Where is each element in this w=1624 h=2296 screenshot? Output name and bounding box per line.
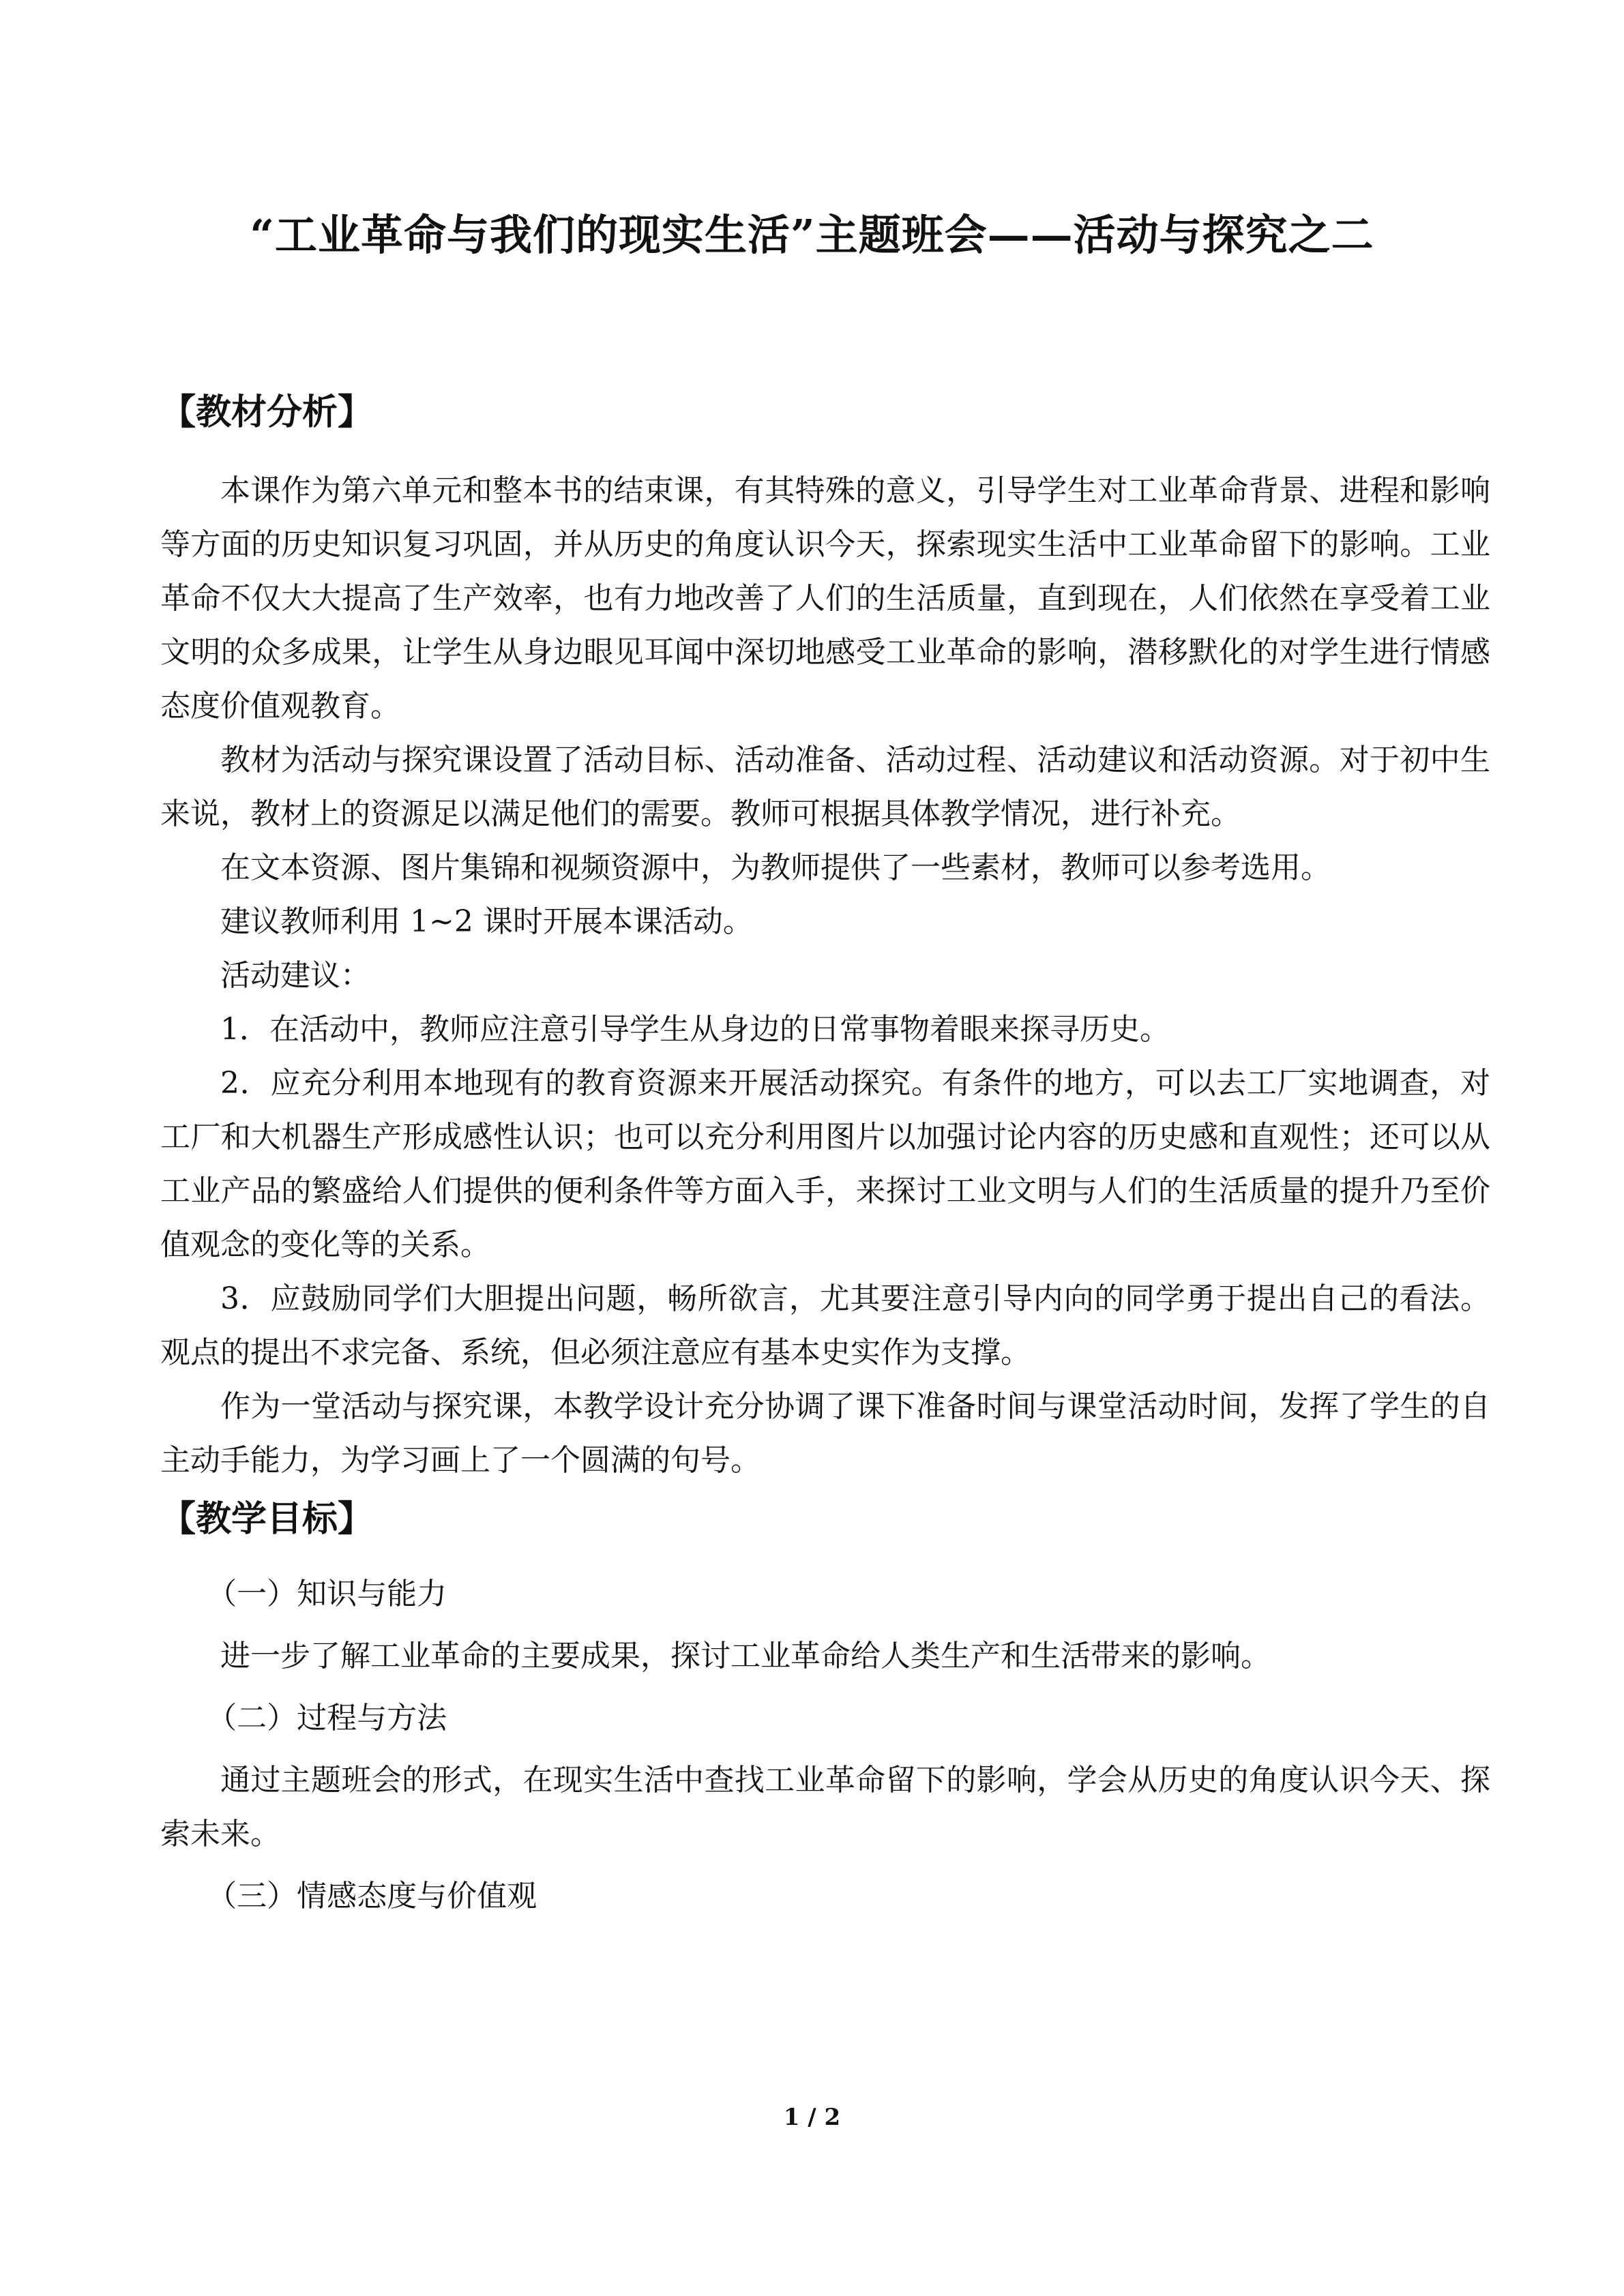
objective-text: 进一步了解工业革命的主要成果，探讨工业革命给人类生产和生活带来的影响。 xyxy=(220,1639,1271,1673)
page-number: 1 / 2 xyxy=(783,2104,841,2131)
objective-subheading: （二）过程与方法 xyxy=(207,1701,447,1735)
document-body xyxy=(160,382,1490,1923)
list-item: 3．应鼓励同学们大胆提出问题，畅所欲言，尤其要注意引导内向的同学勇于提出自己的看法。观点的提出不求完备、系统，但必须注意应有基本史实作为支撑。 xyxy=(160,1281,1490,1370)
list-item: 2．应充分利用本地现有的教育资源来开展活动探究。有条件的地方，可以去工厂实地调查，对工厂和大机器生产形成感性认识；也可以充分利用图片以加强讨论内容的历史感和直观性；还可以从工业产品的繁盛给人们提供的便利条件等方面入手，来探讨工业文明与人们的生活质量的提升乃至价值观念的变化等的关系。 xyxy=(160,1066,1490,1262)
paragraph: 教材为活动与探究课设置了活动目标、活动准备、活动过程、活动建议和活动资源。对于初中生来说，教材上的资源足以满足他们的需要。教师可根据具体教学情况，进行补充。 xyxy=(160,743,1490,831)
section-heading-objectives: 【教学目标】 xyxy=(160,1498,374,1540)
section-heading-analysis: 【教材分析】 xyxy=(160,391,374,433)
list-item: 1．在活动中，教师应注意引导学生从身边的日常事物着眼来探寻历史。 xyxy=(220,1012,1170,1047)
objective-text: 通过主题班会的形式，在现实生活中查找工业革命留下的影响，学会从历史的角度认识今天、探索未来。 xyxy=(160,1763,1490,1851)
document-title: “工业革命与我们的现实生活”主题班会——活动与探究之二 xyxy=(250,210,1374,260)
paragraph: 活动建议： xyxy=(220,958,370,993)
objective-subheading: （一）知识与能力 xyxy=(207,1577,447,1611)
paragraph: 本课作为第六单元和整本书的结束课，有其特殊的意义，引导学生对工业革命背景、进程和影响等方面的历史知识复习巩固，并从历史的角度认识今天，探索现实生活中工业革命留下的影响。工业革命不仅大大提高了生产效率，也有力地改善了人们的生活质量，直到现在，人们依然在享受着工业文明的众多成果，让学生从身边眼见耳闻中深切地感受工业革命的影响，潜移默化的对学生进行情感态度价值观教育。 xyxy=(160,473,1490,724)
paragraph: 作为一堂活动与探究课，本教学设计充分协调了课下准备时间与课堂活动时间，发挥了学生的自主动手能力，为学习画上了一个圆满的句号。 xyxy=(160,1389,1490,1478)
paragraph: 建议教师利用 1~2 课时开展本课活动。 xyxy=(220,904,753,939)
paragraph: 在文本资源、图片集锦和视频资源中，为教师提供了一些素材，教师可以参考选用。 xyxy=(220,850,1331,885)
objective-subheading: （三）情感态度与价值观 xyxy=(207,1879,537,1913)
